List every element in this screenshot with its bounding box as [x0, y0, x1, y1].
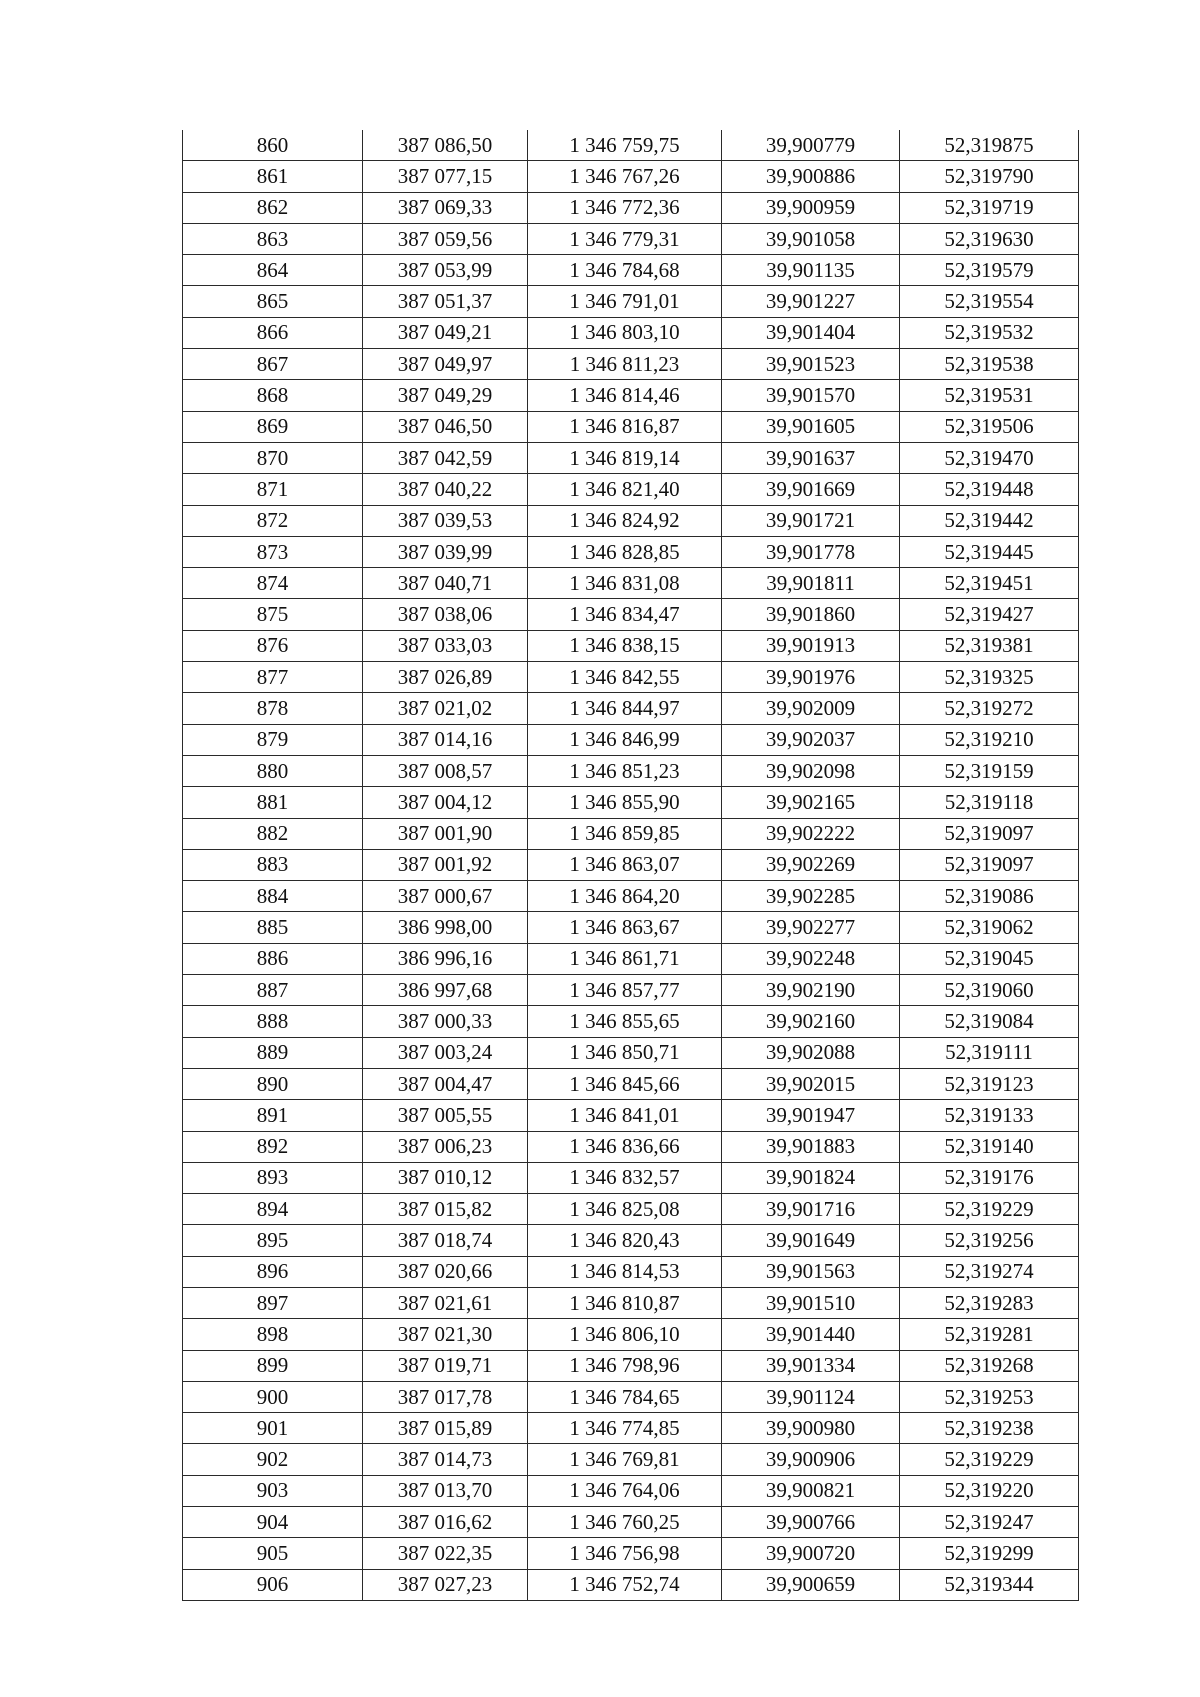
table-row: [183, 474, 1079, 505]
x-coordinate-cell: 387 015,82: [363, 1194, 528, 1225]
point-number-cell: 899: [183, 1350, 363, 1381]
longitude-cell: 39,900779: [722, 130, 900, 161]
latitude-cell: 52,319097: [900, 849, 1079, 880]
latitude-cell: 52,319445: [900, 536, 1079, 567]
latitude-cell: 52,319506: [900, 411, 1079, 442]
table-row: [183, 536, 1079, 567]
x-coordinate-cell: 387 019,71: [363, 1350, 528, 1381]
x-coordinate-cell: 387 077,15: [363, 161, 528, 192]
latitude-cell: 52,319256: [900, 1225, 1079, 1256]
longitude-cell: 39,901883: [722, 1131, 900, 1162]
latitude-cell: 52,319084: [900, 1006, 1079, 1037]
longitude-cell: 39,901721: [722, 505, 900, 536]
point-number-cell: 894: [183, 1194, 363, 1225]
latitude-cell: 52,319451: [900, 568, 1079, 599]
latitude-cell: 52,319875: [900, 130, 1079, 161]
y-coordinate-cell: 1 346 784,68: [528, 255, 722, 286]
table-row: [183, 1068, 1079, 1099]
y-coordinate-cell: 1 346 769,81: [528, 1444, 722, 1475]
x-coordinate-cell: 387 049,97: [363, 349, 528, 380]
point-number-cell: 905: [183, 1538, 363, 1569]
y-coordinate-cell: 1 346 863,07: [528, 849, 722, 880]
longitude-cell: 39,902165: [722, 787, 900, 818]
latitude-cell: 52,319532: [900, 317, 1079, 348]
longitude-cell: 39,902160: [722, 1006, 900, 1037]
point-number-cell: 887: [183, 975, 363, 1006]
point-number-cell: 874: [183, 568, 363, 599]
longitude-cell: 39,902015: [722, 1068, 900, 1099]
table-row: [183, 975, 1079, 1006]
y-coordinate-cell: 1 346 767,26: [528, 161, 722, 192]
point-number-cell: 866: [183, 317, 363, 348]
table-row: [183, 1037, 1079, 1068]
latitude-cell: 52,319097: [900, 818, 1079, 849]
table-row: [183, 1319, 1079, 1350]
point-number-cell: 872: [183, 505, 363, 536]
longitude-cell: 39,901523: [722, 349, 900, 380]
y-coordinate-cell: 1 346 825,08: [528, 1194, 722, 1225]
x-coordinate-cell: 386 997,68: [363, 975, 528, 1006]
latitude-cell: 52,319210: [900, 724, 1079, 755]
table-row: [183, 1100, 1079, 1131]
latitude-cell: 52,319283: [900, 1287, 1079, 1318]
point-number-cell: 896: [183, 1256, 363, 1287]
point-number-cell: 886: [183, 943, 363, 974]
y-coordinate-cell: 1 346 861,71: [528, 943, 722, 974]
table-row: [183, 599, 1079, 630]
point-number-cell: 890: [183, 1068, 363, 1099]
latitude-cell: 52,319060: [900, 975, 1079, 1006]
x-coordinate-cell: 387 069,33: [363, 192, 528, 223]
y-coordinate-cell: 1 346 772,36: [528, 192, 722, 223]
point-number-cell: 892: [183, 1131, 363, 1162]
latitude-cell: 52,319344: [900, 1569, 1079, 1600]
x-coordinate-cell: 386 998,00: [363, 912, 528, 943]
table-row: [183, 912, 1079, 943]
x-coordinate-cell: 387 059,56: [363, 223, 528, 254]
y-coordinate-cell: 1 346 838,15: [528, 630, 722, 661]
longitude-cell: 39,900886: [722, 161, 900, 192]
table-row: [183, 787, 1079, 818]
longitude-cell: 39,901976: [722, 662, 900, 693]
y-coordinate-cell: 1 346 859,85: [528, 818, 722, 849]
table-row: [183, 724, 1079, 755]
y-coordinate-cell: 1 346 863,67: [528, 912, 722, 943]
table-row: [183, 1507, 1079, 1538]
table-row: [183, 1194, 1079, 1225]
latitude-cell: 52,319719: [900, 192, 1079, 223]
latitude-cell: 52,319381: [900, 630, 1079, 661]
longitude-cell: 39,901058: [722, 223, 900, 254]
x-coordinate-cell: 387 038,06: [363, 599, 528, 630]
latitude-cell: 52,319442: [900, 505, 1079, 536]
point-number-cell: 865: [183, 286, 363, 317]
y-coordinate-cell: 1 346 844,97: [528, 693, 722, 724]
point-number-cell: 860: [183, 130, 363, 161]
point-number-cell: 864: [183, 255, 363, 286]
x-coordinate-cell: 387 021,61: [363, 1287, 528, 1318]
longitude-cell: 39,901440: [722, 1319, 900, 1350]
x-coordinate-cell: 387 021,30: [363, 1319, 528, 1350]
latitude-cell: 52,319238: [900, 1413, 1079, 1444]
table-row: [183, 505, 1079, 536]
point-number-cell: 869: [183, 411, 363, 442]
longitude-cell: 39,901334: [722, 1350, 900, 1381]
latitude-cell: 52,319538: [900, 349, 1079, 380]
point-number-cell: 876: [183, 630, 363, 661]
y-coordinate-cell: 1 346 779,31: [528, 223, 722, 254]
y-coordinate-cell: 1 346 803,10: [528, 317, 722, 348]
point-number-cell: 883: [183, 849, 363, 880]
table-row: [183, 1162, 1079, 1193]
y-coordinate-cell: 1 346 810,87: [528, 1287, 722, 1318]
x-coordinate-cell: 387 003,24: [363, 1037, 528, 1068]
point-number-cell: 862: [183, 192, 363, 223]
longitude-cell: 39,901947: [722, 1100, 900, 1131]
longitude-cell: 39,900821: [722, 1475, 900, 1506]
y-coordinate-cell: 1 346 821,40: [528, 474, 722, 505]
y-coordinate-cell: 1 346 864,20: [528, 881, 722, 912]
latitude-cell: 52,319554: [900, 286, 1079, 317]
point-number-cell: 906: [183, 1569, 363, 1600]
table-row: [183, 1350, 1079, 1381]
x-coordinate-cell: 387 026,89: [363, 662, 528, 693]
table-row: [183, 693, 1079, 724]
y-coordinate-cell: 1 346 798,96: [528, 1350, 722, 1381]
x-coordinate-cell: 387 042,59: [363, 442, 528, 473]
latitude-cell: 52,319133: [900, 1100, 1079, 1131]
x-coordinate-cell: 387 053,99: [363, 255, 528, 286]
latitude-cell: 52,319159: [900, 755, 1079, 786]
latitude-cell: 52,319253: [900, 1381, 1079, 1412]
longitude-cell: 39,900959: [722, 192, 900, 223]
table-row: [183, 161, 1079, 192]
latitude-cell: 52,319272: [900, 693, 1079, 724]
x-coordinate-cell: 387 020,66: [363, 1256, 528, 1287]
longitude-cell: 39,901716: [722, 1194, 900, 1225]
x-coordinate-cell: 387 040,22: [363, 474, 528, 505]
latitude-cell: 52,319268: [900, 1350, 1079, 1381]
table-row: [183, 1256, 1079, 1287]
point-number-cell: 878: [183, 693, 363, 724]
latitude-cell: 52,319281: [900, 1319, 1079, 1350]
x-coordinate-cell: 387 000,67: [363, 881, 528, 912]
table-row: [183, 380, 1079, 411]
latitude-cell: 52,319229: [900, 1194, 1079, 1225]
longitude-cell: 39,902222: [722, 818, 900, 849]
point-number-cell: 904: [183, 1507, 363, 1538]
table-row: [183, 411, 1079, 442]
point-number-cell: 891: [183, 1100, 363, 1131]
table-row: [183, 755, 1079, 786]
y-coordinate-cell: 1 346 819,14: [528, 442, 722, 473]
latitude-cell: 52,319176: [900, 1162, 1079, 1193]
table-row: [183, 1131, 1079, 1162]
longitude-cell: 39,901124: [722, 1381, 900, 1412]
table-row: [183, 849, 1079, 880]
longitude-cell: 39,901637: [722, 442, 900, 473]
y-coordinate-cell: 1 346 845,66: [528, 1068, 722, 1099]
y-coordinate-cell: 1 346 756,98: [528, 1538, 722, 1569]
table-row: [183, 255, 1079, 286]
point-number-cell: 871: [183, 474, 363, 505]
point-number-cell: 893: [183, 1162, 363, 1193]
x-coordinate-cell: 387 033,03: [363, 630, 528, 661]
point-number-cell: 901: [183, 1413, 363, 1444]
y-coordinate-cell: 1 346 832,57: [528, 1162, 722, 1193]
table-row: [183, 1538, 1079, 1569]
longitude-cell: 39,901913: [722, 630, 900, 661]
table-row: [183, 223, 1079, 254]
x-coordinate-cell: 387 046,50: [363, 411, 528, 442]
table-row: [183, 662, 1079, 693]
x-coordinate-cell: 387 000,33: [363, 1006, 528, 1037]
point-number-cell: 898: [183, 1319, 363, 1350]
longitude-cell: 39,901860: [722, 599, 900, 630]
y-coordinate-cell: 1 346 784,65: [528, 1381, 722, 1412]
x-coordinate-cell: 387 027,23: [363, 1569, 528, 1600]
y-coordinate-cell: 1 346 806,10: [528, 1319, 722, 1350]
point-number-cell: 880: [183, 755, 363, 786]
longitude-cell: 39,901811: [722, 568, 900, 599]
latitude-cell: 52,319448: [900, 474, 1079, 505]
longitude-cell: 39,902190: [722, 975, 900, 1006]
latitude-cell: 52,319062: [900, 912, 1079, 943]
longitude-cell: 39,901570: [722, 380, 900, 411]
x-coordinate-cell: 387 006,23: [363, 1131, 528, 1162]
x-coordinate-cell: 387 008,57: [363, 755, 528, 786]
longitude-cell: 39,901563: [722, 1256, 900, 1287]
x-coordinate-cell: 387 021,02: [363, 693, 528, 724]
latitude-cell: 52,319118: [900, 787, 1079, 818]
y-coordinate-cell: 1 346 855,90: [528, 787, 722, 818]
y-coordinate-cell: 1 346 752,74: [528, 1569, 722, 1600]
table-row: [183, 349, 1079, 380]
x-coordinate-cell: 387 018,74: [363, 1225, 528, 1256]
y-coordinate-cell: 1 346 760,25: [528, 1507, 722, 1538]
latitude-cell: 52,319579: [900, 255, 1079, 286]
y-coordinate-cell: 1 346 855,65: [528, 1006, 722, 1037]
longitude-cell: 39,900906: [722, 1444, 900, 1475]
latitude-cell: 52,319274: [900, 1256, 1079, 1287]
x-coordinate-cell: 387 001,92: [363, 849, 528, 880]
point-number-cell: 867: [183, 349, 363, 380]
point-number-cell: 895: [183, 1225, 363, 1256]
latitude-cell: 52,319086: [900, 881, 1079, 912]
x-coordinate-cell: 387 001,90: [363, 818, 528, 849]
table-row: [183, 442, 1079, 473]
table-row: [183, 192, 1079, 223]
latitude-cell: 52,319045: [900, 943, 1079, 974]
x-coordinate-cell: 387 040,71: [363, 568, 528, 599]
table-row: [183, 630, 1079, 661]
y-coordinate-cell: 1 346 820,43: [528, 1225, 722, 1256]
latitude-cell: 52,319630: [900, 223, 1079, 254]
table-row: [183, 1006, 1079, 1037]
latitude-cell: 52,319427: [900, 599, 1079, 630]
longitude-cell: 39,901135: [722, 255, 900, 286]
longitude-cell: 39,900659: [722, 1569, 900, 1600]
table-row: [183, 1287, 1079, 1318]
x-coordinate-cell: 387 013,70: [363, 1475, 528, 1506]
latitude-cell: 52,319325: [900, 662, 1079, 693]
x-coordinate-cell: 387 005,55: [363, 1100, 528, 1131]
x-coordinate-cell: 387 022,35: [363, 1538, 528, 1569]
longitude-cell: 39,902269: [722, 849, 900, 880]
table-row: [183, 1569, 1079, 1600]
coordinates-table: [182, 130, 1079, 1601]
y-coordinate-cell: 1 346 774,85: [528, 1413, 722, 1444]
x-coordinate-cell: 387 010,12: [363, 1162, 528, 1193]
longitude-cell: 39,901824: [722, 1162, 900, 1193]
longitude-cell: 39,901227: [722, 286, 900, 317]
point-number-cell: 902: [183, 1444, 363, 1475]
y-coordinate-cell: 1 346 851,23: [528, 755, 722, 786]
latitude-cell: 52,319111: [900, 1037, 1079, 1068]
y-coordinate-cell: 1 346 831,08: [528, 568, 722, 599]
x-coordinate-cell: 387 004,47: [363, 1068, 528, 1099]
y-coordinate-cell: 1 346 850,71: [528, 1037, 722, 1068]
table-row: [183, 881, 1079, 912]
x-coordinate-cell: 387 014,73: [363, 1444, 528, 1475]
table-row: [183, 130, 1079, 161]
y-coordinate-cell: 1 346 814,46: [528, 380, 722, 411]
longitude-cell: 39,902277: [722, 912, 900, 943]
point-number-cell: 897: [183, 1287, 363, 1318]
longitude-cell: 39,902037: [722, 724, 900, 755]
point-number-cell: 903: [183, 1475, 363, 1506]
x-coordinate-cell: 387 015,89: [363, 1413, 528, 1444]
x-coordinate-cell: 387 039,99: [363, 536, 528, 567]
longitude-cell: 39,901669: [722, 474, 900, 505]
point-number-cell: 885: [183, 912, 363, 943]
longitude-cell: 39,902009: [722, 693, 900, 724]
coordinates-table-body: [183, 130, 1079, 1600]
x-coordinate-cell: 387 004,12: [363, 787, 528, 818]
y-coordinate-cell: 1 346 842,55: [528, 662, 722, 693]
x-coordinate-cell: 387 016,62: [363, 1507, 528, 1538]
point-number-cell: 888: [183, 1006, 363, 1037]
table-row: [183, 317, 1079, 348]
longitude-cell: 39,901404: [722, 317, 900, 348]
table-row: [183, 1444, 1079, 1475]
point-number-cell: 879: [183, 724, 363, 755]
x-coordinate-cell: 387 086,50: [363, 130, 528, 161]
longitude-cell: 39,901510: [722, 1287, 900, 1318]
y-coordinate-cell: 1 346 857,77: [528, 975, 722, 1006]
point-number-cell: 870: [183, 442, 363, 473]
longitude-cell: 39,901778: [722, 536, 900, 567]
point-number-cell: 861: [183, 161, 363, 192]
latitude-cell: 52,319470: [900, 442, 1079, 473]
point-number-cell: 868: [183, 380, 363, 411]
latitude-cell: 52,319229: [900, 1444, 1079, 1475]
y-coordinate-cell: 1 346 816,87: [528, 411, 722, 442]
point-number-cell: 877: [183, 662, 363, 693]
longitude-cell: 39,901649: [722, 1225, 900, 1256]
longitude-cell: 39,902285: [722, 881, 900, 912]
y-coordinate-cell: 1 346 834,47: [528, 599, 722, 630]
point-number-cell: 882: [183, 818, 363, 849]
latitude-cell: 52,319140: [900, 1131, 1079, 1162]
latitude-cell: 52,319299: [900, 1538, 1079, 1569]
x-coordinate-cell: 387 049,29: [363, 380, 528, 411]
y-coordinate-cell: 1 346 824,92: [528, 505, 722, 536]
y-coordinate-cell: 1 346 814,53: [528, 1256, 722, 1287]
table-row: [183, 1225, 1079, 1256]
table-row: [183, 943, 1079, 974]
table-row: [183, 1413, 1079, 1444]
table-row: [183, 818, 1079, 849]
y-coordinate-cell: 1 346 836,66: [528, 1131, 722, 1162]
x-coordinate-cell: 387 017,78: [363, 1381, 528, 1412]
longitude-cell: 39,900980: [722, 1413, 900, 1444]
y-coordinate-cell: 1 346 841,01: [528, 1100, 722, 1131]
point-number-cell: 900: [183, 1381, 363, 1412]
table-row: [183, 568, 1079, 599]
point-number-cell: 875: [183, 599, 363, 630]
point-number-cell: 884: [183, 881, 363, 912]
y-coordinate-cell: 1 346 828,85: [528, 536, 722, 567]
point-number-cell: 889: [183, 1037, 363, 1068]
latitude-cell: 52,319247: [900, 1507, 1079, 1538]
y-coordinate-cell: 1 346 811,23: [528, 349, 722, 380]
point-number-cell: 881: [183, 787, 363, 818]
y-coordinate-cell: 1 346 791,01: [528, 286, 722, 317]
latitude-cell: 52,319220: [900, 1475, 1079, 1506]
longitude-cell: 39,900766: [722, 1507, 900, 1538]
x-coordinate-cell: 387 014,16: [363, 724, 528, 755]
longitude-cell: 39,902248: [722, 943, 900, 974]
point-number-cell: 863: [183, 223, 363, 254]
y-coordinate-cell: 1 346 764,06: [528, 1475, 722, 1506]
x-coordinate-cell: 387 049,21: [363, 317, 528, 348]
y-coordinate-cell: 1 346 759,75: [528, 130, 722, 161]
longitude-cell: 39,902098: [722, 755, 900, 786]
longitude-cell: 39,901605: [722, 411, 900, 442]
table-row: [183, 1381, 1079, 1412]
point-number-cell: 873: [183, 536, 363, 567]
y-coordinate-cell: 1 346 846,99: [528, 724, 722, 755]
x-coordinate-cell: 387 039,53: [363, 505, 528, 536]
longitude-cell: 39,900720: [722, 1538, 900, 1569]
table-row: [183, 286, 1079, 317]
latitude-cell: 52,319790: [900, 161, 1079, 192]
latitude-cell: 52,319531: [900, 380, 1079, 411]
x-coordinate-cell: 386 996,16: [363, 943, 528, 974]
x-coordinate-cell: 387 051,37: [363, 286, 528, 317]
table-row: [183, 1475, 1079, 1506]
latitude-cell: 52,319123: [900, 1068, 1079, 1099]
longitude-cell: 39,902088: [722, 1037, 900, 1068]
